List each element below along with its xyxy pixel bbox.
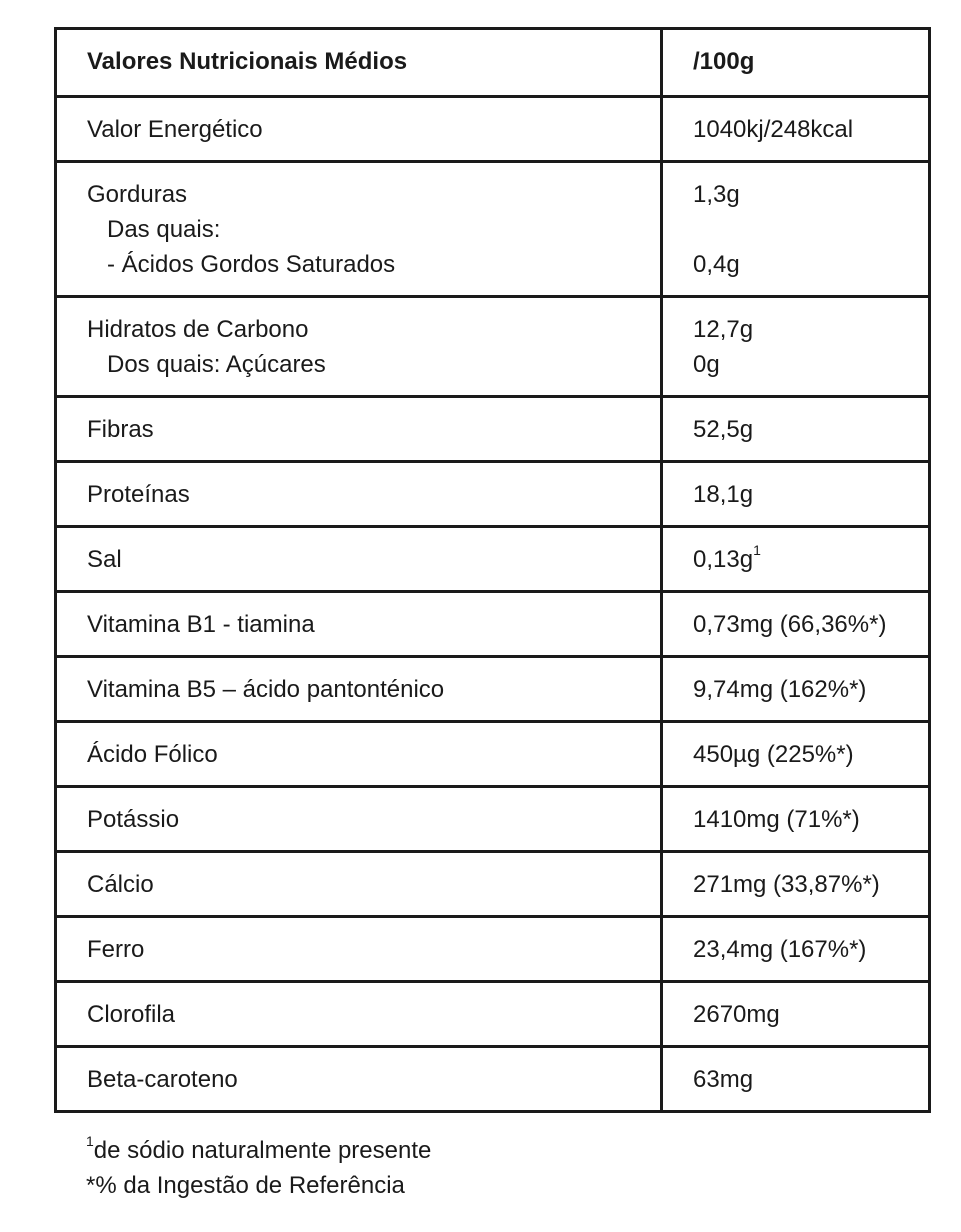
table-row <box>56 297 930 397</box>
row-label: Gorduras <box>87 181 188 208</box>
table-row <box>56 527 930 592</box>
table-row <box>56 397 930 462</box>
row-label: Cálcio <box>56 852 662 917</box>
table-row <box>56 657 930 722</box>
nutrition-facts-table <box>54 27 931 1113</box>
table-row <box>56 462 930 527</box>
row-spacer <box>693 212 927 247</box>
row-value-cell <box>662 297 930 397</box>
row-value: 0,13g <box>693 546 754 573</box>
row-label: Valor Energético <box>56 97 662 162</box>
row-value: 9,74mg (162%*) <box>662 657 930 722</box>
footnote-marker: 1 <box>753 542 761 558</box>
table-row <box>56 592 930 657</box>
row-value: 63mg <box>662 1047 930 1112</box>
row-value-cell <box>662 527 930 592</box>
table-row <box>56 722 930 787</box>
row-label: Hidratos de Carbono <box>87 316 309 343</box>
table-row <box>56 1047 930 1112</box>
row-value: 52,5g <box>662 397 930 462</box>
footnote-marker: 1 <box>86 1133 94 1149</box>
footnote-reference-intake: *% da Ingestão de Referência <box>86 1172 405 1199</box>
header-label: Valores Nutricionais Médios <box>56 29 662 97</box>
footnote-text: de sódio naturalmente presente <box>93 1137 432 1164</box>
row-sub-label: Das quais: <box>107 216 221 243</box>
row-value: 1,3g <box>693 181 740 208</box>
row-label: Ferro <box>56 917 662 982</box>
table-row <box>56 97 930 162</box>
table-row <box>56 982 930 1047</box>
row-value: 23,4mg (167%*) <box>662 917 930 982</box>
row-value: 2670mg <box>662 982 930 1047</box>
row-value: 1040kj/248kcal <box>662 97 930 162</box>
row-label: Fibras <box>56 397 662 462</box>
row-label: Beta-caroteno <box>56 1047 662 1112</box>
row-sub-value: 0,4g <box>693 251 740 278</box>
row-label-cell <box>56 162 662 297</box>
row-value: 18,1g <box>662 462 930 527</box>
table-row <box>56 787 930 852</box>
table-header-row <box>56 29 930 97</box>
footnotes <box>86 1133 431 1203</box>
row-sub-label: Dos quais: Açúcares <box>107 351 326 378</box>
row-label: Ácido Fólico <box>56 722 662 787</box>
row-label: Proteínas <box>56 462 662 527</box>
row-label: Vitamina B5 – ácido pantonténico <box>56 657 662 722</box>
row-value: 271mg (33,87%*) <box>662 852 930 917</box>
row-value: 0,73mg (66,36%*) <box>662 592 930 657</box>
row-label: Sal <box>56 527 662 592</box>
footnote-sodium <box>86 1133 431 1168</box>
row-label: Vitamina B1 - tiamina <box>56 592 662 657</box>
row-value-cell <box>662 162 930 297</box>
row-value: 1410mg (71%*) <box>662 787 930 852</box>
row-value: 12,7g <box>693 316 754 343</box>
row-label-cell <box>56 297 662 397</box>
row-value: 450µg (225%*) <box>662 722 930 787</box>
row-sub-value: 0g <box>693 351 720 378</box>
row-sub-label: - Ácidos Gordos Saturados <box>107 251 396 278</box>
row-label: Potássio <box>56 787 662 852</box>
table-row <box>56 162 930 297</box>
table-row <box>56 852 930 917</box>
table-row <box>56 917 930 982</box>
row-label: Clorofila <box>56 982 662 1047</box>
header-value: /100g <box>662 29 930 97</box>
